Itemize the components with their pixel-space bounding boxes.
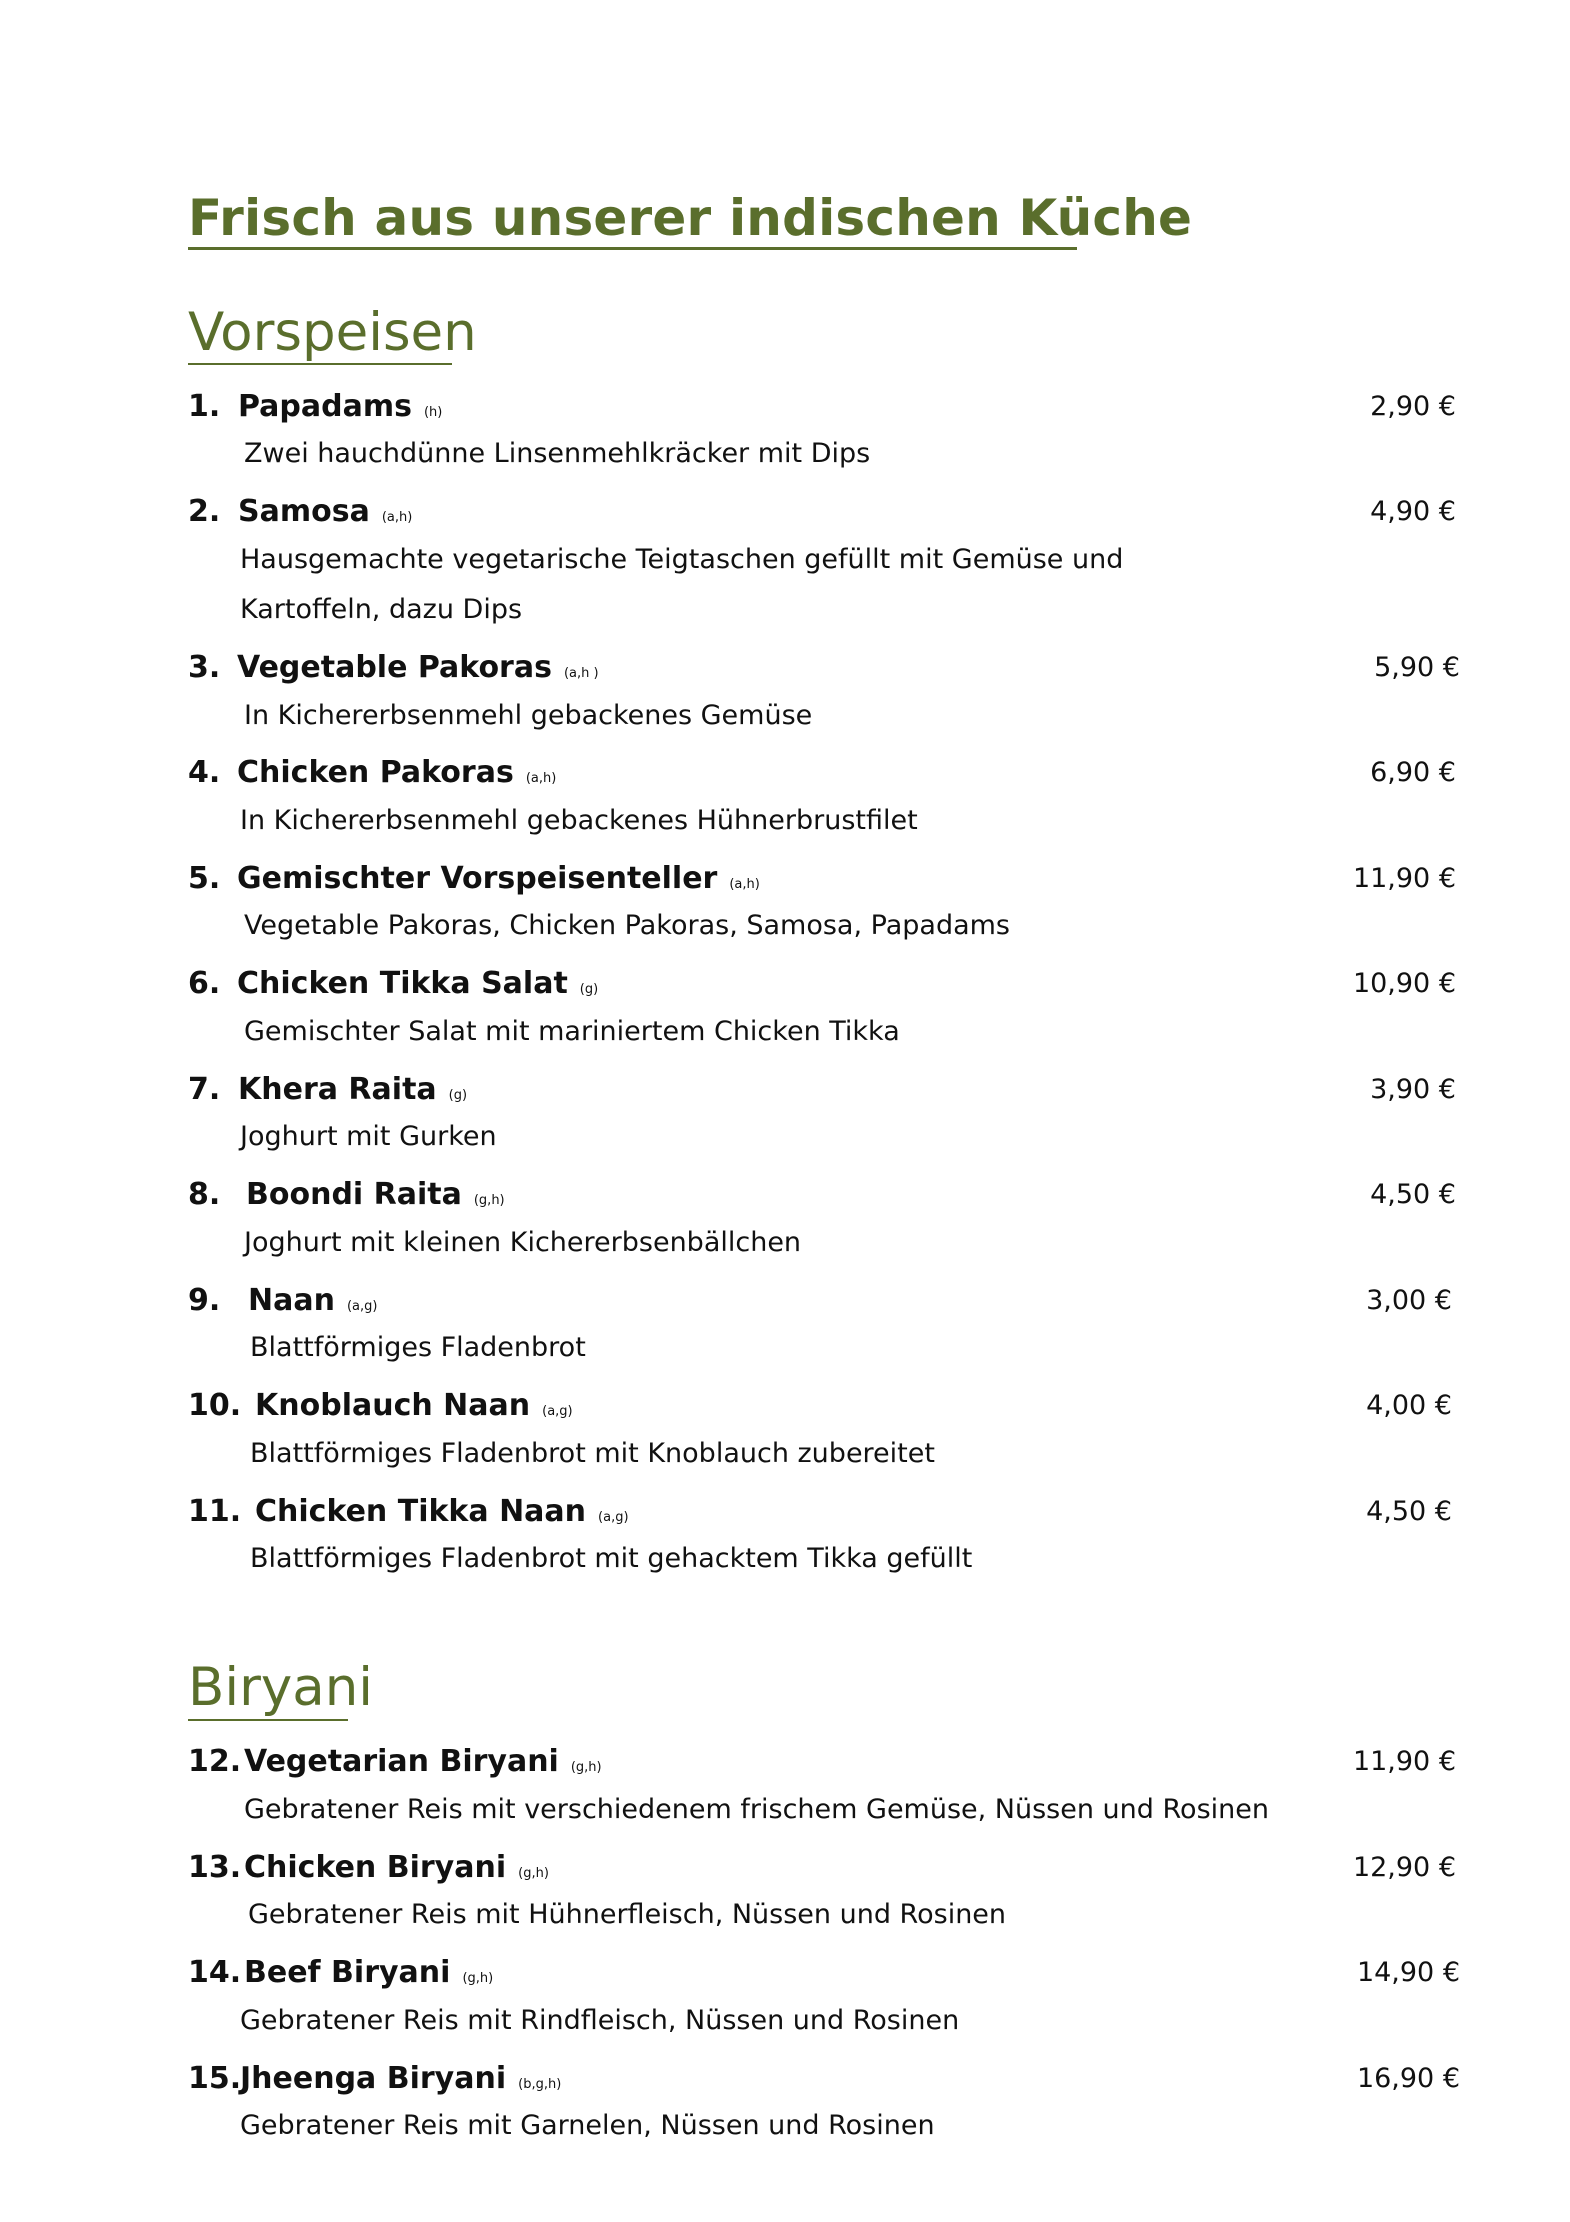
allergen-codes: (g,h) [570, 1760, 602, 1775]
item-number: 15. [188, 2061, 242, 2096]
item-price: 2,90 € [1370, 391, 1456, 422]
item-description: Joghurt mit kleinen Kichererbsenbällchen [244, 1227, 802, 1258]
item-name-line [244, 1846, 549, 1896]
allergen-codes: (g) [448, 1088, 468, 1103]
allergen-codes: (a,g) [542, 1404, 573, 1419]
item-description: Hausgemachte vegetarische Teigtaschen gefüllt mit Gemüse und [240, 544, 1124, 575]
item-name: Papadams [238, 389, 412, 424]
menu-item [0, 1846, 1570, 1890]
item-description: In Kichererbsenmehl gebackenes Gemüse [244, 700, 813, 731]
item-description: Blattförmiges Fladenbrot mit gehacktem Tikka gefüllt [250, 1543, 973, 1574]
item-description: Gebratener Reis mit Garnelen, Nüssen und Rosinen [240, 2110, 935, 2141]
menu-item [0, 857, 1570, 901]
allergen-codes: (g,h) [473, 1193, 505, 1208]
item-name: Vegetarian Biryani [244, 1744, 559, 1779]
item-name-line [238, 385, 442, 435]
item-number: 3. [188, 650, 221, 685]
item-description: Joghurt mit Gurken [240, 1121, 497, 1152]
item-price: 16,90 € [1356, 2063, 1460, 2094]
item-number: 2. [188, 494, 221, 529]
item-description: Blattförmiges Fladenbrot [250, 1332, 586, 1363]
item-number: 8. [188, 1177, 221, 1212]
item-price: 3,00 € [1366, 1285, 1452, 1316]
item-number: 14. [188, 1955, 242, 1990]
item-description: Gebratener Reis mit Rindfleisch, Nüssen und Rosinen [240, 2005, 960, 2036]
menu-item [0, 646, 1570, 690]
menu-item [0, 1279, 1570, 1323]
item-description: Kartoffeln, dazu Dips [240, 594, 523, 625]
item-price: 10,90 € [1352, 968, 1456, 999]
menu-item [0, 1490, 1570, 1534]
item-price: 14,90 € [1356, 1957, 1460, 1988]
item-name: Khera Raita [238, 1072, 437, 1107]
item-number: 12. [188, 1744, 242, 1779]
item-number: 5. [188, 861, 221, 896]
item-price: 6,90 € [1370, 757, 1456, 788]
menu-item [0, 1068, 1570, 1112]
allergen-codes: (a,h) [525, 771, 557, 786]
menu-item [0, 1740, 1570, 1784]
allergen-codes: (a,h) [381, 510, 413, 525]
item-name: Chicken Pakoras [237, 755, 514, 790]
item-number: 4. [188, 755, 221, 790]
item-name-line [237, 646, 599, 696]
item-price: 4,90 € [1370, 496, 1456, 527]
allergen-codes: (a,h) [729, 877, 760, 892]
item-number: 13. [188, 1850, 242, 1885]
menu-item [0, 2057, 1570, 2101]
item-name: Gemischter Vorspeisenteller [237, 861, 718, 896]
section-heading: Biryani [188, 1657, 374, 1718]
item-price: 12,90 € [1352, 1852, 1456, 1883]
item-name-line [244, 1740, 602, 1790]
item-name-line [238, 1068, 467, 1118]
item-name-line [255, 1490, 629, 1540]
item-number: 6. [188, 966, 221, 1001]
menu-item [0, 751, 1570, 795]
item-name: Chicken Biryani [244, 1850, 507, 1885]
item-description: Gebratener Reis mit verschiedenem frischem Gemüse, Nüssen und Rosinen [244, 1794, 1269, 1825]
item-name: Chicken Tikka Naan [255, 1494, 587, 1529]
allergen-codes: (g,h) [518, 1866, 549, 1881]
item-description: Vegetable Pakoras, Chicken Pakoras, Samosa, Papadams [244, 910, 1010, 941]
item-description: In Kichererbsenmehl gebackenes Hühnerbrustfilet [240, 805, 918, 836]
allergen-codes: (g,h) [462, 1971, 494, 1986]
section-underline [188, 363, 452, 365]
item-name-line [237, 962, 598, 1012]
item-price: 4,50 € [1366, 1496, 1452, 1527]
item-name-line [237, 751, 556, 801]
item-price: 3,90 € [1370, 1074, 1456, 1105]
item-name: Chicken Tikka Salat [237, 966, 568, 1001]
item-name: Jheenga Biryani [240, 2061, 507, 2096]
allergen-codes: (a,h ) [563, 666, 599, 681]
item-number: 7. [188, 1072, 221, 1107]
item-description: Gebratener Reis mit Hühnerfleisch, Nüssen und Rosinen [248, 1899, 1007, 1930]
item-number: 1. [188, 389, 221, 424]
menu-item [0, 1384, 1570, 1428]
allergen-codes: (b,g,h) [518, 2077, 562, 2092]
allergen-codes: (g) [579, 982, 599, 997]
item-number: 10. [188, 1388, 242, 1423]
allergen-codes: (a,g) [346, 1299, 378, 1314]
menu-item [0, 962, 1570, 1006]
item-price: 5,90 € [1374, 652, 1460, 683]
section-heading: Vorspeisen [188, 302, 477, 363]
allergen-codes: (h) [423, 405, 443, 420]
item-name: Vegetable Pakoras [237, 650, 552, 685]
item-price: 11,90 € [1352, 1746, 1456, 1777]
item-description: Gemischter Salat mit mariniertem Chicken Tikka [244, 1016, 900, 1047]
item-number: 11. [188, 1494, 242, 1529]
item-name: Boondi Raita [246, 1177, 462, 1212]
item-name-line [248, 1279, 377, 1329]
menu-item [0, 1173, 1570, 1217]
item-name-line [240, 2057, 561, 2107]
item-name-line [255, 1384, 573, 1434]
item-name-line [238, 490, 412, 540]
item-name-line [246, 1173, 505, 1223]
allergen-codes: (a,g) [598, 1510, 629, 1525]
item-name: Beef Biryani [244, 1955, 451, 1990]
item-description: Zwei hauchdünne Linsenmehlkräcker mit Dips [244, 438, 871, 469]
item-number: 9. [188, 1283, 221, 1318]
item-name: Knoblauch Naan [255, 1388, 531, 1423]
page-title: Frisch aus unserer indischen Küche [188, 189, 1193, 247]
menu-item [0, 385, 1570, 429]
item-price: 4,00 € [1366, 1390, 1452, 1421]
title-underline [188, 247, 1077, 250]
item-name: Samosa [238, 494, 370, 529]
item-name-line [237, 857, 760, 907]
item-name-line [244, 1951, 493, 2001]
menu-item [0, 490, 1570, 534]
menu-item [0, 1951, 1570, 1995]
item-name: Naan [248, 1283, 335, 1318]
item-price: 4,50 € [1370, 1179, 1456, 1210]
section-underline [188, 1719, 348, 1721]
item-description: Blattförmiges Fladenbrot mit Knoblauch zubereitet [250, 1438, 935, 1469]
item-price: 11,90 € [1352, 863, 1456, 894]
